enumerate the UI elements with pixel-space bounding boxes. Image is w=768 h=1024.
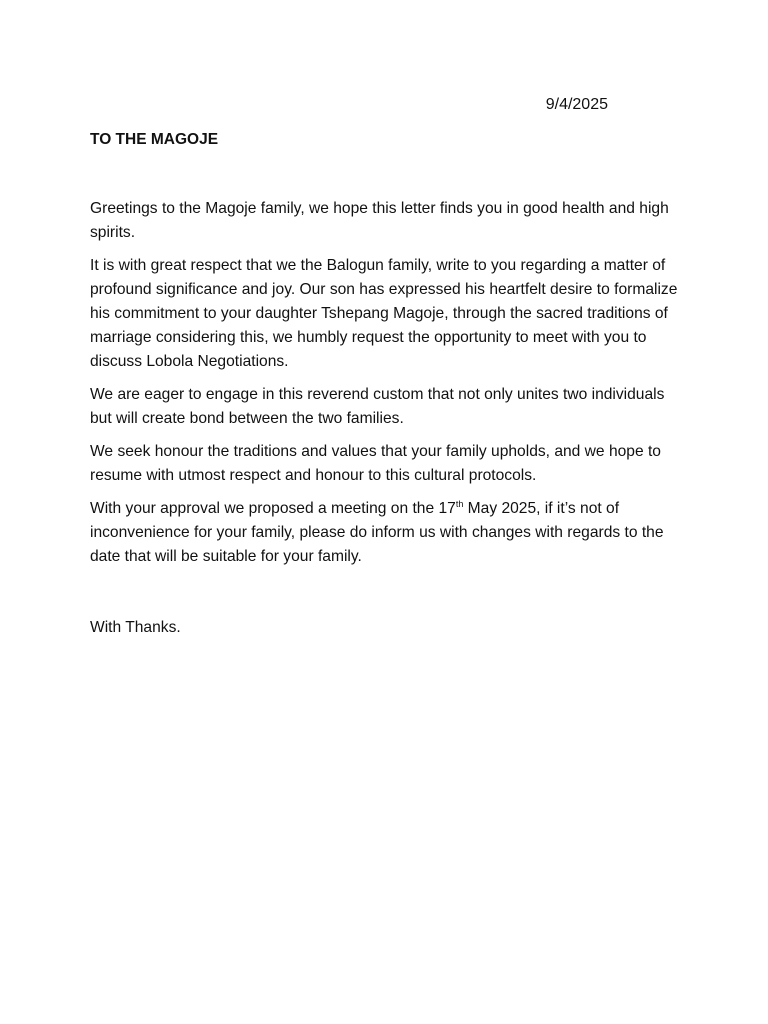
meeting-text-before: With your approval we proposed a meeting on the 17: [90, 500, 456, 517]
paragraph-traditions: We seek honour the traditions and values that your family upholds, and we hope to resume with utmost respect and honour to this cultural protocols.: [90, 443, 661, 484]
letter-closing: With Thanks.: [90, 619, 181, 636]
paragraph-greeting: Greetings to the Magoje family, we hope this letter finds you in good health and high spirits.: [90, 200, 669, 241]
meeting-date-ordinal: th: [455, 498, 464, 509]
letter-date: 9/4/2025: [545, 96, 608, 113]
letter-recipient: TO THE MAGOJE: [90, 131, 219, 148]
letter-body: [90, 197, 680, 569]
paragraph-custom: We are eager to engage in this reverend custom that not only unites two individuals but will create bond between the two families.: [90, 386, 665, 427]
paragraph-meeting: [90, 497, 680, 569]
paragraph-request: It is with great respect that we the Balogun family, write to you regarding a matter of profound significance and joy. Our son has expressed his heartfelt desire to formalize his commitment to your daughter Tshepang Magoje, through the sacred traditions of marriage considering this, we humbly request the opportunity to meet with you to discuss Lobola Negotiations.: [90, 257, 678, 370]
meeting-text-after: May 2025, if it’s not of inconvenience for your family, please do inform us with changes with regards to the date that will be suitable for your family.: [90, 500, 664, 565]
